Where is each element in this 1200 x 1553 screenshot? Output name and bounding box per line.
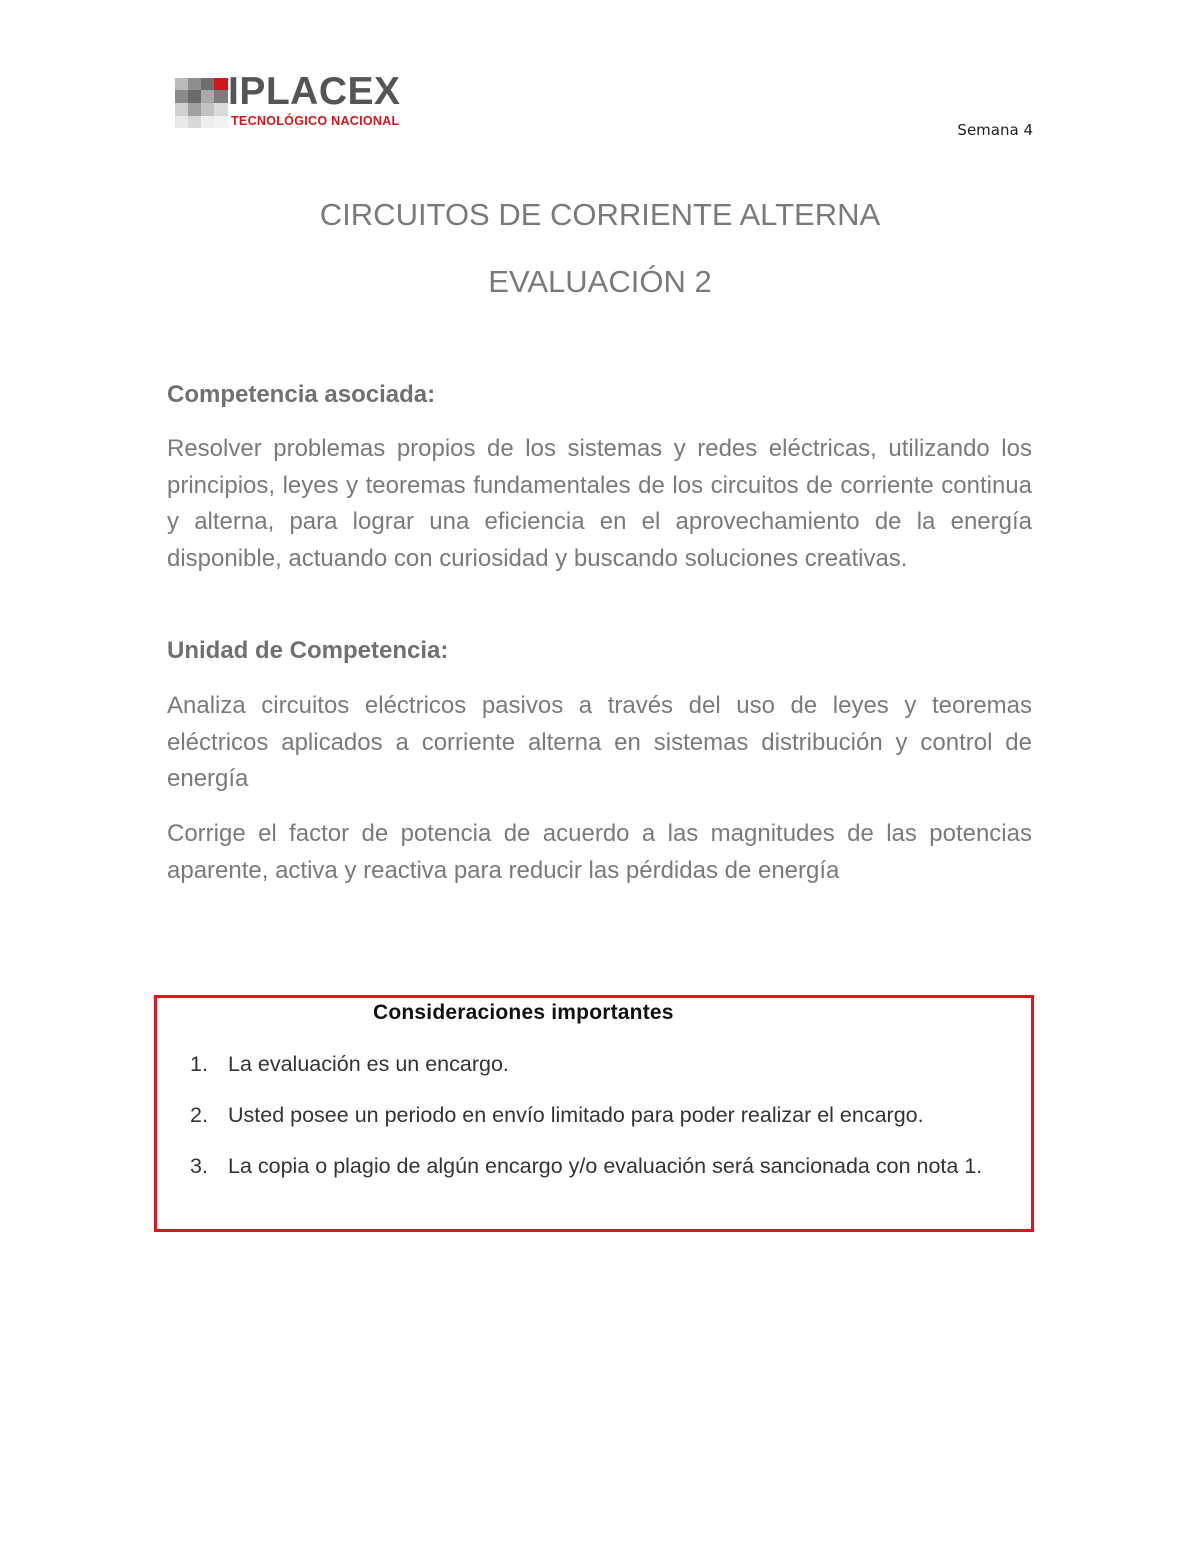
unidad-paragraph: Corrige el factor de potencia de acuerdo a las magnitudes de las potencias aparente, activa y reactiva para reducir las pérdidas de energía xyxy=(167,820,1032,884)
iplacex-logo xyxy=(175,70,415,130)
unidad-heading-text: Unidad de Competencia: xyxy=(167,637,449,664)
list-item-text: La copia o plagio de algún encargo y/o evaluación será sancionada con nota 1. xyxy=(228,1154,983,1178)
week-label: Semana 4 xyxy=(957,121,1033,139)
considerations-box xyxy=(154,995,1034,1232)
list-item-text: La evaluación es un encargo. xyxy=(228,1052,509,1076)
evaluation-title: EVALUACIÓN 2 xyxy=(488,264,712,299)
competencia-section xyxy=(167,431,1032,577)
unidad-section-2 xyxy=(167,816,1032,889)
unidad-heading xyxy=(167,633,1032,670)
logo-mosaic-icon xyxy=(175,78,229,128)
list-item-text: Usted posee un periodo en envío limitado para poder realizar el encargo. xyxy=(228,1103,924,1127)
unidad-paragraph: Analiza circuitos eléctricos pasivos a través del uso de leyes y teoremas eléctricos aplicados a corriente alterna en sistemas distribución y control de energía xyxy=(167,692,1032,792)
competencia-heading xyxy=(167,377,1032,414)
considerations-title: Consideraciones importantes xyxy=(373,1001,674,1024)
competencia-paragraph: Resolver problemas propios de los sistemas y redes eléctricas, utilizando los principios, leyes y teoremas fundamentales de los circuitos de corriente continua y alterna, para lograr una eficiencia en el aprovechamiento de la energía disponible, actuando con curiosidad y buscando soluciones creativas. xyxy=(167,435,1032,572)
unidad-section-1 xyxy=(167,688,1032,798)
list-item-number: 2. xyxy=(190,1103,208,1127)
logo-wordmark: IPLACEX xyxy=(228,70,401,113)
list-item xyxy=(190,1153,1030,1180)
course-title: CIRCUITOS DE CORRIENTE ALTERNA xyxy=(319,197,881,232)
logo-subtitle: TECNOLÓGICO NACIONAL xyxy=(231,114,400,128)
considerations-list xyxy=(190,1051,1030,1204)
list-item xyxy=(190,1051,1030,1078)
list-item-number: 1. xyxy=(190,1052,208,1076)
list-item-number: 3. xyxy=(190,1154,208,1178)
competencia-heading-text: Competencia asociada: xyxy=(167,381,436,408)
list-item xyxy=(190,1102,1030,1129)
